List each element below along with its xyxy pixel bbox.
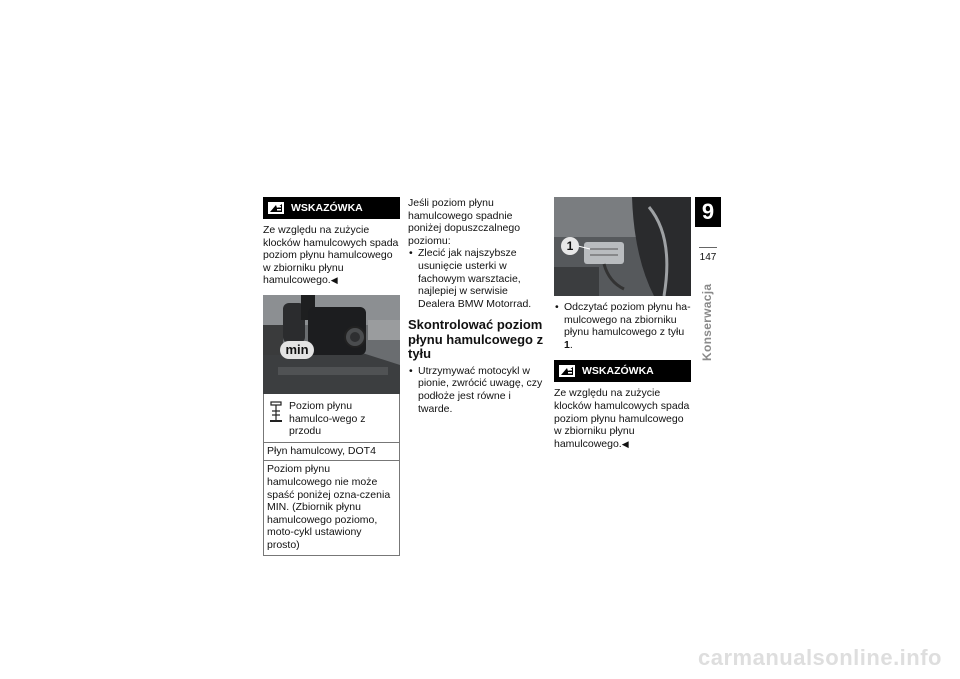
section-heading: Skontrolować poziom płynu hamulcowego z tyłu bbox=[408, 317, 544, 362]
bullet-read-level: • Odczytać poziom płynu ha-mulcowego na zbiorniku płynu hamulcowego z tyłu 1. bbox=[554, 301, 691, 351]
note-label: WSKAZÓWKA bbox=[582, 365, 654, 378]
spec-requirement: Poziom płynu hamulcowego nie może spaść poniżej ozna-czenia MIN. (Zbiornik płynu hamulcowego poziomo, moto-cykl ustawiony prosto) bbox=[264, 460, 399, 554]
callout-1: 1 bbox=[561, 237, 579, 255]
column-middle bbox=[408, 197, 546, 415]
bullet-upright: • Utrzymywać motocykl w pionie, zwrócić uwagę, czy podłoże jest równe i twarde. bbox=[408, 365, 546, 415]
chapter-title: Konserwacja bbox=[700, 283, 714, 361]
note-text: Ze względu na zużycie klocków hamulcowych spada poziom płynu hamulcowego w zbiorniku płynu hamulcowego.◀ bbox=[554, 387, 690, 450]
spec-table bbox=[263, 394, 400, 556]
side-divider bbox=[699, 247, 717, 248]
column-left bbox=[263, 197, 400, 556]
front-reservoir-photo bbox=[263, 295, 400, 394]
watermark: carmanualsonline.info bbox=[698, 645, 942, 670]
chapter-number: 9 bbox=[695, 197, 721, 227]
column-right bbox=[554, 197, 691, 450]
end-mark: ◀ bbox=[621, 438, 629, 449]
note-text: Ze względu na zużycie klocków hamulcowych spada poziom płynu hamulcowego w zbiorniku płynu hamulcowego.◀ bbox=[263, 224, 399, 287]
spec-fluid: Płyn hamulcowy, DOT4 bbox=[264, 442, 399, 461]
note-label: WSKAZÓWKA bbox=[291, 201, 363, 214]
bullet-workshop: • Zlecić jak najszybsze usunięcie usterki w fachowym warsztacie, najlepiej w serwisie Dealera BMW Motorrad. bbox=[408, 247, 546, 310]
min-callout: min bbox=[280, 341, 314, 359]
manual-note-icon bbox=[267, 200, 285, 216]
rear-reservoir-photo bbox=[554, 197, 691, 296]
note-header bbox=[554, 360, 691, 382]
ref-number: 1 bbox=[564, 338, 570, 351]
spec-title-row bbox=[264, 394, 399, 442]
end-mark: ◀ bbox=[330, 275, 338, 286]
torque-spec-icon bbox=[267, 400, 285, 424]
note-header bbox=[263, 197, 400, 219]
intro-text: Jeśli poziom płynu hamulcowego spadnie poniżej dopuszczalnego poziomu: bbox=[408, 197, 521, 247]
manual-note-icon bbox=[558, 363, 576, 379]
spec-title: Poziom płynu hamulco-wego z przodu bbox=[289, 399, 366, 438]
page-number: 147 bbox=[699, 252, 717, 263]
